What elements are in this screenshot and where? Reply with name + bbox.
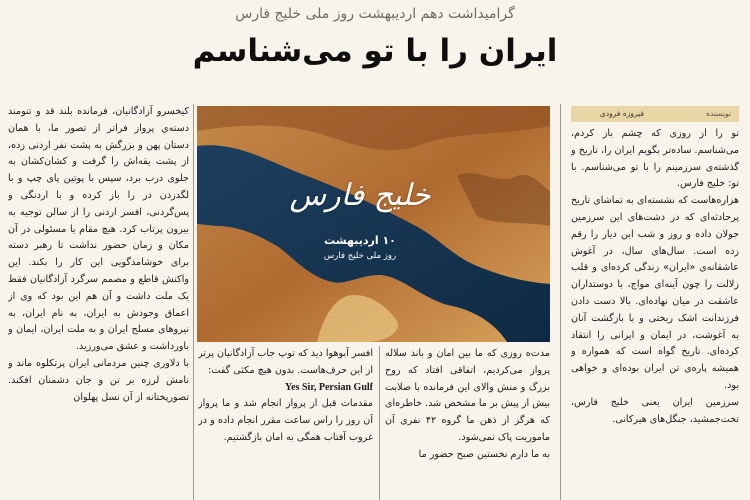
paragraph: مقدمات قبل از پرواز انجام شد و ما پرواز آن روز را راس ساعت مقرر انجام داده و در غروب آفتاب همگی به امان بازگشتیم. [198,398,373,443]
byline-label: نویسنده [706,109,731,118]
paragraph: به ما دارم نخستین صبح حضور ما [418,448,550,460]
left-column [8,104,189,500]
middle-column-left [198,346,373,500]
column-divider [193,104,194,500]
photo-title: خلیج فارس [289,178,431,213]
paragraph: هزار‌ه‌هاست که نشسته‌ای به تماشای تاریخ پرحادثه‌ای که در دشت‌های این سرزمین جولان داده و روز و شب این دیار را رقم زده است. سال‌های سال، در آغوش عاشقانه‌ی «ایران» زندگی کرده‌ای و قلب زلالت را چون آینه‌ای مواج، با دوستداران عاشقت در میان نهاده‌ای. بالا دست دادن فرزندانت اشک ریختی و با بازگشت آنان به آغوشت، در ایمان و ایرانی را انتقاد کرده‌ای. تاریخ گواه است که همواره و همیشه پاره‌ی تن ایران بوده‌ای و خواهی بود. [571,195,739,391]
column-divider [379,346,380,500]
paragraph: افسر آبوهوا دید که توپ جاب آزادگانیان پرتر از این حرف‌هاست. بدون هیچ مکثی گفت: [198,348,373,376]
middle-column-right [385,346,550,500]
column-divider [560,104,561,500]
paragraph: کیخسرو آزادگانیان، فرمانده بلند قد و تنومند دسته‌ی پرواز فراتر از تصور ما، با همان دستان پهن و بزرگش به پشت نفر اردنی زده، از پشت یقه‌اش را گرفت و کشان‌کشان به جلوی درب برد، سپس با پوتین پای چپ و با لگدزدن در را باز کرده و با اردنگی و پس‌گردنی، افسر اردنی را از سالن توجیه به بیرون پرتاب کرد. هیچ مقام یا مسئولی در آن مکان و زمان حضور نداشت تا رهبر دسته برای خوشامدگویی این کار را بکند. این واکنش قاطع و مصمم سرگرد آزادگانیان فقط یک ملت داشت و آن هم این بود که وی از اعماق وجودش به ایران، به نام ایران، به نیروهای مسلح ایران و به ملت ایران، ایمان و باورداشت و عشق می‌ورزید. [8,106,189,353]
paragraph: با دلاوری چنین مردمانی ایران پرتکلوه ماند و نامش لرزه بر تن و جان دشمنان افکند. تصورپختانه از آن نسل پهلوان [8,357,189,403]
english-quote: Yes Sir, Persian Gulf [285,381,373,393]
paragraph: سرزمین ایران یعنی خلیج فارس، تخت‌جمشید، جنگل‌های هیرکانی. [571,396,739,425]
headline: ایران را با تو می‌شناسم [192,33,558,69]
byline [571,106,739,122]
photo-subtitle: روز ملی خلیج فارس [323,251,397,261]
kicker: گرامیداشت دهم اردیبهشت روز ملی خلیج فارس [235,6,515,22]
photo-date: ۱۰ اردیبهشت [324,234,396,247]
photo-overlay [270,178,450,288]
paragraph: تو را از روزی که چشم باز کردم، می‌شناسم. ساده‌تر بگویم ایران را، تاریخ و گذشته‌ی سرزمینم را با تو می‌شناسم. با تو: خلیج فارس. [571,128,739,190]
paragraph: مدت‌ه روزی که ما بین امان و باند سلاله پرواز می‌کردیم، اتفاقی افتاد که روح بزرگ و منش والای این فرمانده با صلابت بیش از پیش بر ما مشخص شد. خاطره‌ای که هرگز از ذهن ما گروه ۴۲ نفری آن ماموریت پاک نمی‌شود. [385,348,550,443]
right-column [571,126,739,500]
byline-name: فیروزه فرودی [599,109,644,118]
